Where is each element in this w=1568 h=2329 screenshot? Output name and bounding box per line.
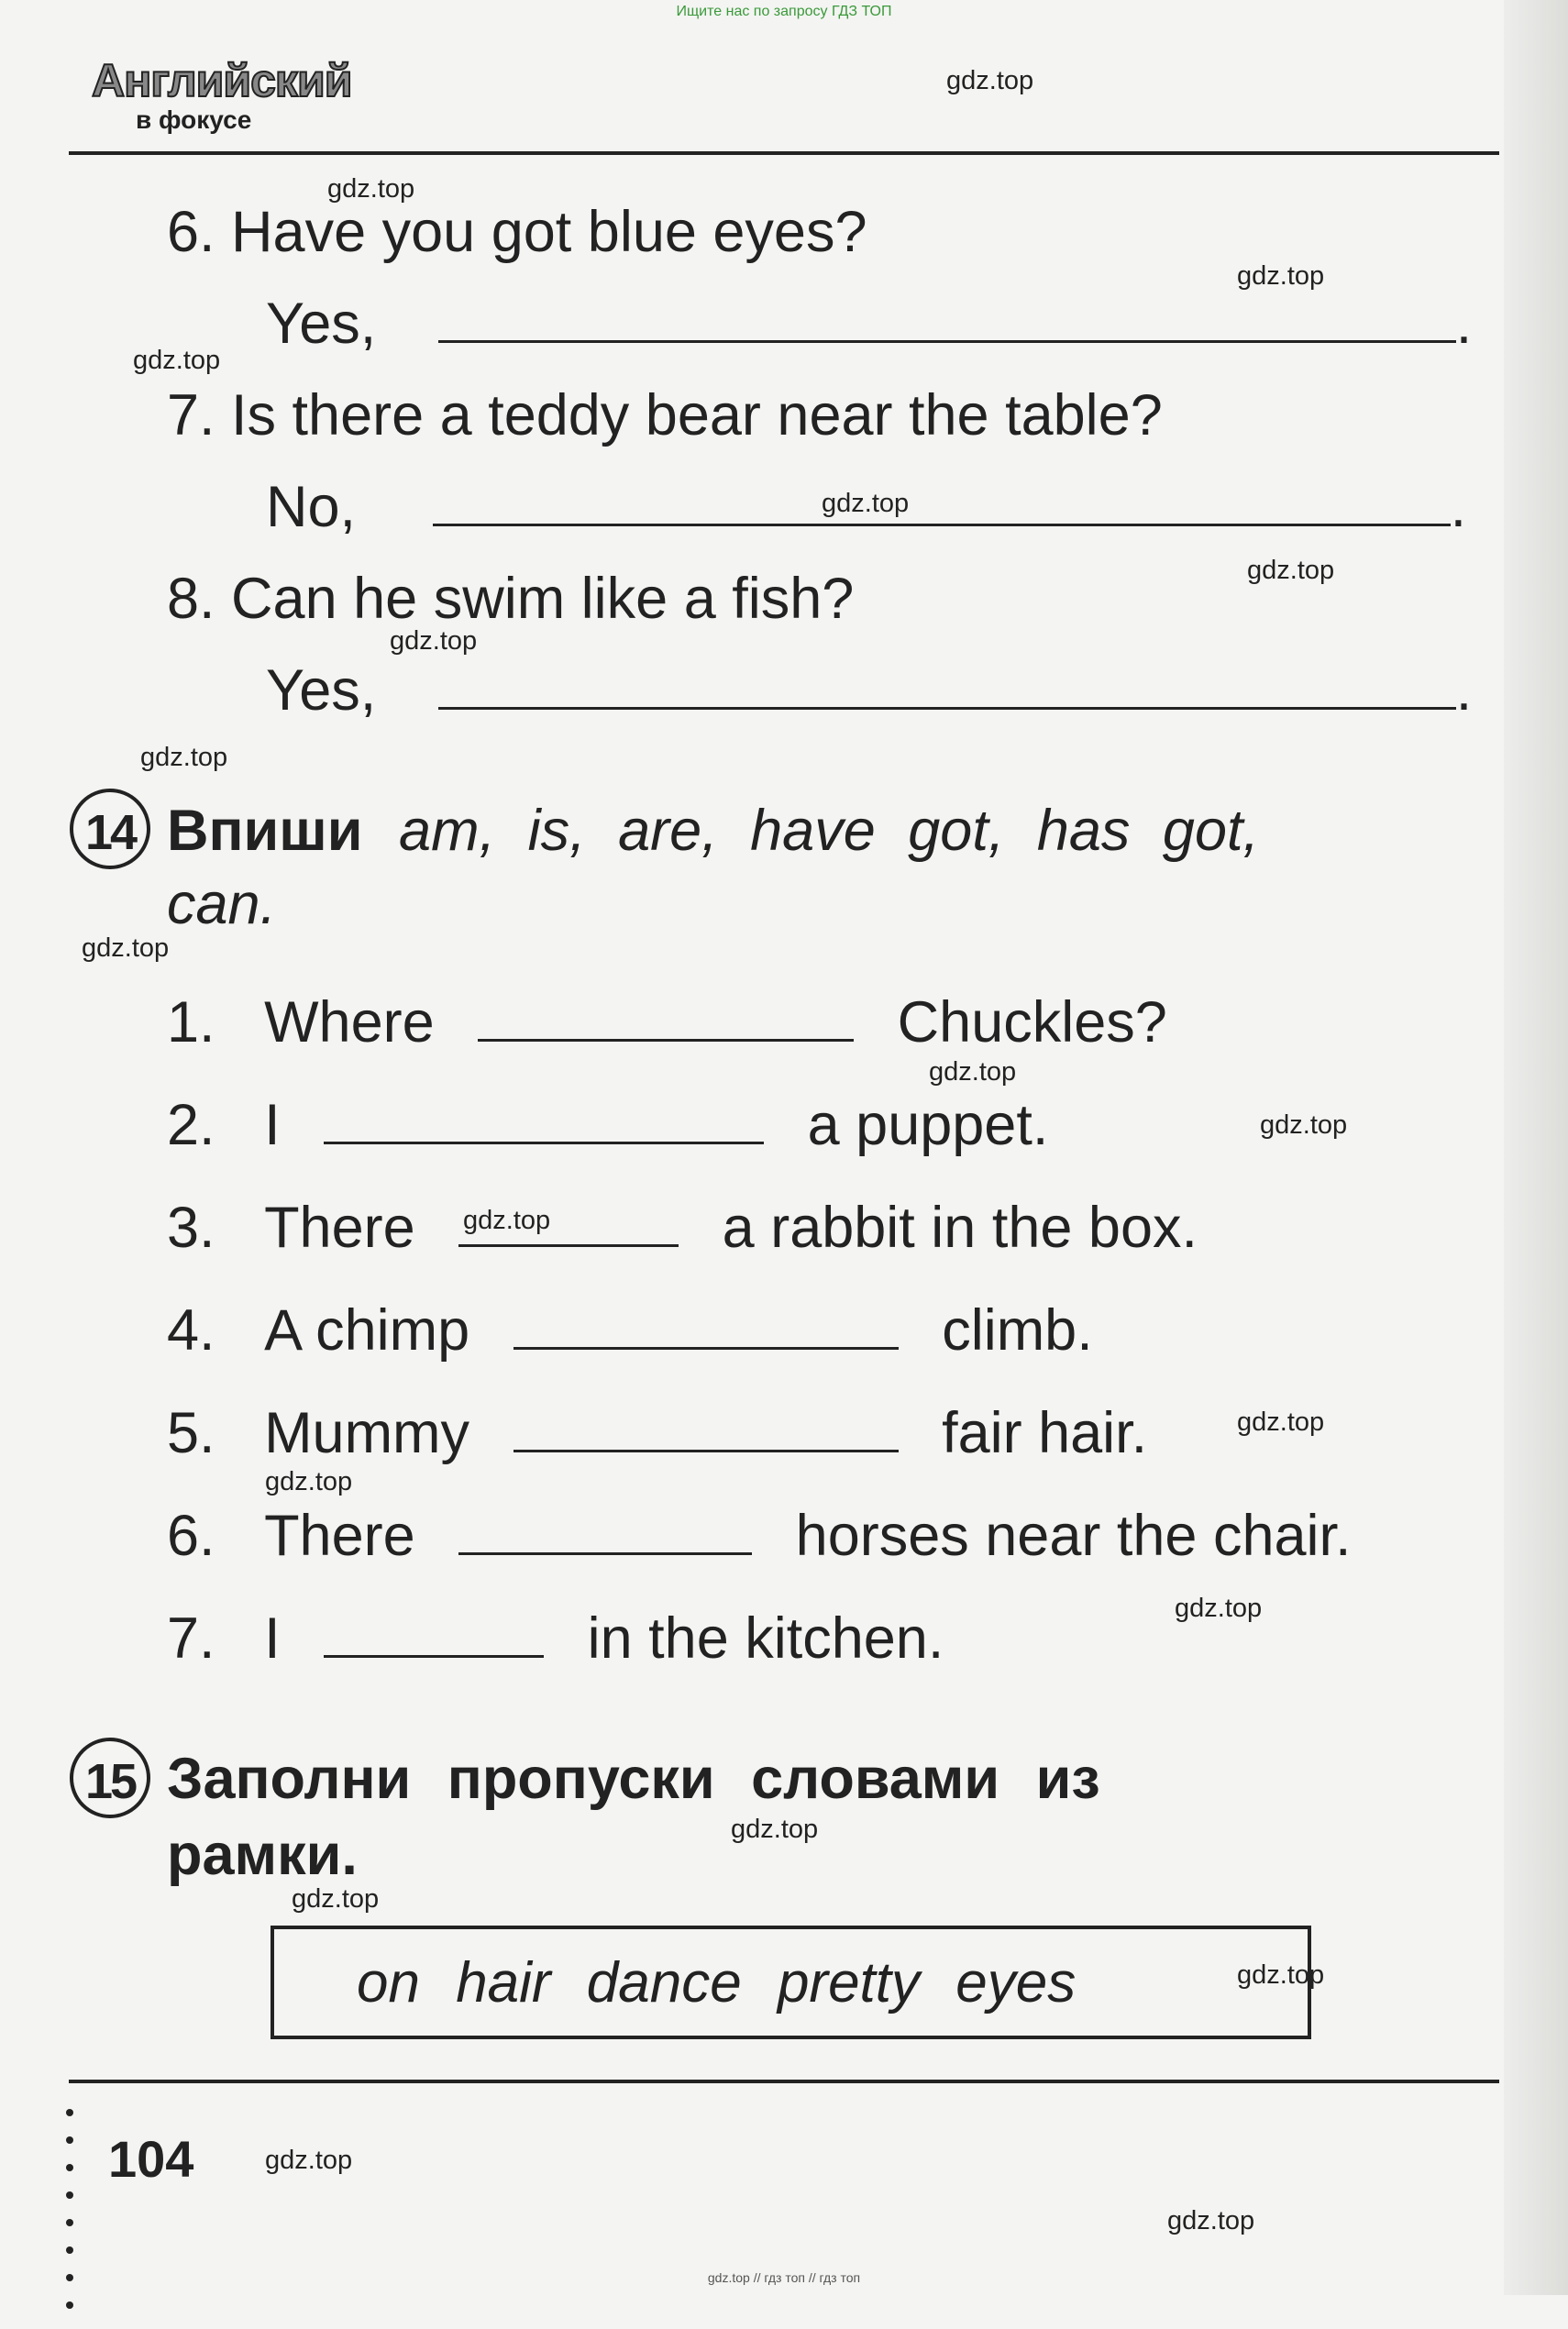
- margin-dots: [66, 2109, 75, 2329]
- answer-8-blank[interactable]: [438, 665, 1456, 710]
- fill-blank[interactable]: [324, 1613, 544, 1658]
- task-number-badge: 15: [70, 1738, 150, 1818]
- task-14-words: am, is, are, have got, has got,: [399, 799, 1259, 863]
- item-text-after: horses near the chair.: [795, 1504, 1352, 1568]
- header-rule: [69, 151, 1499, 155]
- task-14-item: [167, 1196, 1198, 1260]
- watermark: gdz.top: [822, 489, 910, 518]
- task-14-item: [167, 1401, 1147, 1465]
- task-14-item: [167, 1093, 1048, 1157]
- top-banner: Ищите нас по запросу ГДЗ ТОП: [676, 4, 892, 19]
- watermark: gdz.top: [1237, 261, 1325, 291]
- item-text-after: fair hair.: [942, 1401, 1148, 1465]
- item-number: 7.: [167, 1606, 215, 1671]
- logo-title: Английский: [92, 55, 352, 106]
- word-box: on hair dance pretty eyes: [271, 1926, 1311, 2039]
- task-14-verb: Впиши: [167, 799, 363, 863]
- logo-subtitle: в фокусе: [136, 105, 252, 134]
- item-number: 1.: [167, 990, 215, 1054]
- answer-7-prefix: No,: [266, 475, 357, 539]
- answer-6-line: Yes, .: [266, 292, 1473, 356]
- item-text-before: I: [264, 1606, 281, 1671]
- page-number: 104: [108, 2130, 194, 2188]
- question-8: 8. Can he swim like a fish?: [167, 567, 855, 631]
- task-number-badge: 14: [70, 789, 150, 869]
- answer-8-line: Yes, .: [266, 658, 1473, 723]
- page-edge-shadow: [1504, 0, 1568, 2295]
- task-14-words-cont: can.: [167, 872, 277, 936]
- watermark: gdz.top: [133, 346, 221, 375]
- watermark: gdz.top: [82, 933, 170, 963]
- answer-7-line: No, .: [266, 475, 1467, 539]
- item-text-before: Mummy: [264, 1401, 470, 1465]
- item-number: 5.: [167, 1401, 215, 1465]
- watermark: gdz.top: [327, 174, 415, 204]
- task-15-title-line1: Заполни пропуски словами из: [167, 1747, 1100, 1811]
- item-text-after: climb.: [942, 1298, 1093, 1363]
- item-text-after: a rabbit in the box.: [722, 1196, 1198, 1260]
- answer-6-blank[interactable]: [438, 298, 1456, 343]
- item-text-after: Chuckles?: [897, 990, 1167, 1054]
- watermark: gdz.top: [731, 1815, 819, 1844]
- answer-8-prefix: Yes,: [266, 658, 377, 723]
- item-text-before: I: [264, 1093, 281, 1157]
- watermark: gdz.top: [1237, 1407, 1325, 1437]
- watermark: gdz.top: [929, 1057, 1017, 1087]
- fill-blank[interactable]: [324, 1099, 764, 1144]
- answer-6-prefix: Yes,: [266, 292, 377, 356]
- watermark: gdz.top: [1260, 1110, 1348, 1140]
- fill-blank[interactable]: [458, 1202, 679, 1247]
- watermark: gdz.top: [265, 1467, 353, 1496]
- item-text-before: There: [264, 1504, 415, 1568]
- answer-7-blank[interactable]: [433, 481, 1451, 526]
- watermark: gdz.top: [1247, 556, 1335, 585]
- item-text-before: There: [264, 1196, 415, 1260]
- item-number: 6.: [167, 1504, 215, 1568]
- footer-rule: [69, 2080, 1499, 2083]
- item-text-after: in the kitchen.: [587, 1606, 944, 1671]
- task-15-title-line2: рамки.: [167, 1823, 358, 1887]
- task-14-title-cont: [167, 869, 276, 939]
- book-logo: [92, 55, 352, 138]
- task-14-item: [167, 1504, 1352, 1568]
- item-number: 4.: [167, 1298, 215, 1363]
- watermark: gdz.top: [1167, 2206, 1255, 2235]
- item-text-before: A chimp: [264, 1298, 470, 1363]
- item-number: 2.: [167, 1093, 215, 1157]
- fill-blank[interactable]: [513, 1407, 899, 1452]
- question-6: 6. Have you got blue eyes?: [167, 200, 867, 264]
- watermark: gdz.top: [390, 626, 478, 656]
- fill-blank[interactable]: [458, 1510, 752, 1555]
- task-14-item: [167, 1298, 1093, 1363]
- watermark: gdz.top: [1237, 1960, 1325, 1990]
- bottom-banner: gdz.top // гдз топ // гдз топ: [707, 2270, 861, 2285]
- watermark: gdz.top: [265, 2146, 353, 2175]
- watermark: gdz.top: [463, 1206, 551, 1235]
- watermark: gdz.top: [1175, 1594, 1263, 1623]
- fill-blank[interactable]: [513, 1305, 899, 1350]
- task-15-title: [167, 1744, 1100, 1814]
- question-7: 7. Is there a teddy bear near the table?: [167, 383, 1163, 447]
- task-14-item: [167, 990, 1167, 1054]
- watermark: gdz.top: [946, 66, 1034, 95]
- watermark: gdz.top: [140, 743, 228, 772]
- task-14-item: [167, 1606, 944, 1671]
- fill-blank[interactable]: [478, 997, 854, 1042]
- item-text-after: a puppet.: [807, 1093, 1049, 1157]
- watermark: gdz.top: [292, 1884, 380, 1914]
- item-text-before: Where: [264, 990, 435, 1054]
- task-14-title: [167, 796, 1259, 866]
- task-15-title-cont: [167, 1820, 358, 1890]
- item-number: 3.: [167, 1196, 215, 1260]
